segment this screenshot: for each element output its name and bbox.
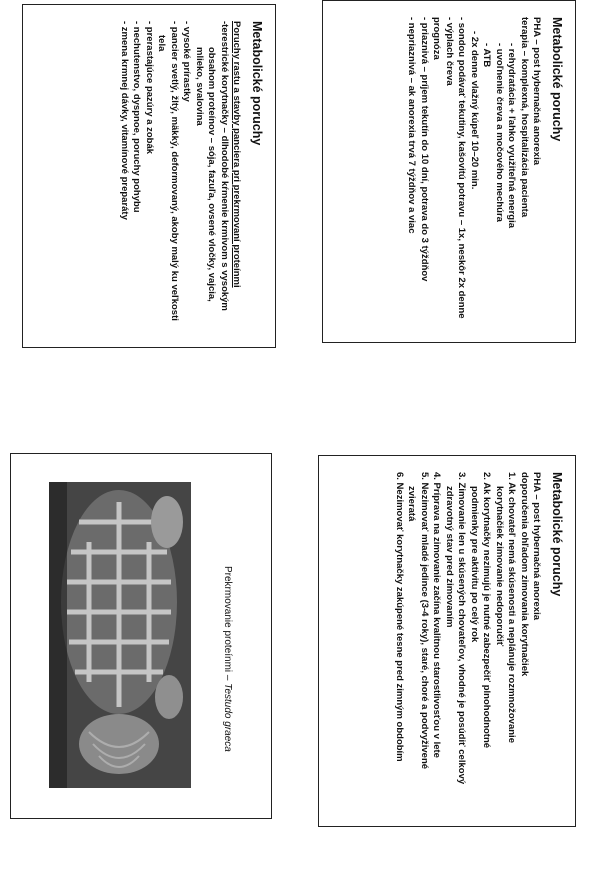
text-line: PHA – post hybernačná anorexia xyxy=(531,17,543,166)
text-line: zvieratá xyxy=(406,486,418,522)
slide-3-content xyxy=(23,5,277,349)
text-line: - ATB xyxy=(481,43,493,68)
text-line: zdravotný stav pred zimovaním xyxy=(443,486,455,628)
text-line: korytnačiek zimovanie nedoporučiť xyxy=(493,486,505,647)
text-line: - sondou podávať tekutiny, kašovitú potravu – 1x, neskôr 2x denne xyxy=(456,17,468,319)
text-line: - zmena krmnej dávky, vitamínové preparáty xyxy=(118,21,130,220)
text-line: 5. Nezimovať mladé jedince (3-4 roky), staré, choré a podvyživené xyxy=(418,472,430,770)
text-line: PHA – post hybernačná anorexia xyxy=(531,472,543,621)
text-line: prognóza xyxy=(431,17,443,60)
slide-title: Metabolické poruchy xyxy=(550,472,564,597)
text-line: - nechutenstvo, dyspnoe, poruchy pohybu xyxy=(131,21,143,213)
slide-title: Metabolické poruchy xyxy=(250,21,264,146)
slide-3 xyxy=(22,4,276,348)
text-line: 6. Nezimovať korytnačky zakúpené tesne pred zimným obdobím xyxy=(393,472,405,762)
slide-1-content xyxy=(323,1,577,344)
text-line: - pancier svetlý, žltý, mäkký, deformovaný, akoby malý ku veľkosti xyxy=(168,21,180,321)
tortoise-photo xyxy=(49,482,191,788)
text-line: tela xyxy=(156,35,168,52)
caption-species: Testudo graeca xyxy=(222,683,233,752)
text-line: 1. Ak chovateľ nemá skúsenosti a neplánuje rozmnožovanie xyxy=(506,472,518,743)
text-line: - nepriaznivá – ak anorexia trvá 7 týždňov a viac xyxy=(406,17,418,234)
slide-2 xyxy=(318,455,576,827)
text-line: - 2x denne vlažný kúpeľ 10–20 min. xyxy=(468,31,480,190)
text-line: doporučenia ohľadom zimovania korytnačiek xyxy=(518,472,530,677)
text-line: - uvoľnenie čreva a močového mechúra xyxy=(493,43,505,222)
slide-2-content xyxy=(319,456,577,828)
photo-caption xyxy=(222,566,233,752)
text-line: mlieko, svalovina xyxy=(193,47,205,126)
text-line: 3. Zimovanie len u skúsených chovateľov, vhodné je posúdiť celkový xyxy=(456,472,468,785)
slide-title: Metabolické poruchy xyxy=(550,17,564,142)
text-line: obsahom proteínov – sója, fazuľa, ovsené vločky, vajcia, xyxy=(206,47,218,302)
text-line: 4. Príprava na zimovanie začína kvalitnou starostlivosťou v lete xyxy=(431,472,443,758)
text-line: - rehydratácia + ľahko využiteľná energia xyxy=(506,43,518,228)
text-line: podmienky pre aktivitu po celý rok xyxy=(468,486,480,643)
text-line: - vysoké prírastky xyxy=(181,21,193,102)
text-line: -terestrické korytnačky – dlhodobé kŕmenie krmivom s vysokým xyxy=(218,21,230,311)
text-line: - priaznivá – príjem tekutín do 10 dní, potrava do 3 týždňov xyxy=(418,17,430,282)
text-line: terapia – komplexná, hospitalizácia pacienta xyxy=(518,17,530,218)
slide-1 xyxy=(322,0,576,343)
text-line: - výplach čreva xyxy=(443,17,455,86)
caption-text: Prekrmovanie proteínmi – xyxy=(222,566,233,684)
text-line: 2. Ak korytnačky nezimujú je nutné zabezpečiť plnohodnotné xyxy=(481,472,493,749)
text-line: Poruchy rastu a stavby panciera pri prekrmovaní proteínmi xyxy=(231,21,243,288)
slide-4 xyxy=(10,453,272,819)
text-line: - prerastajúce pazúry a zobák xyxy=(143,21,155,155)
